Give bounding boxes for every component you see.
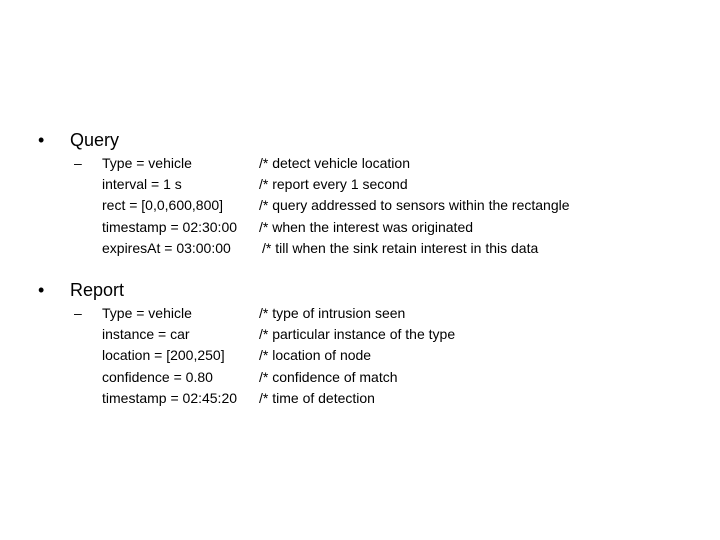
query-line [0, 153, 720, 174]
query-lines [0, 153, 720, 259]
report-line [0, 345, 720, 366]
bullet-icon: • [38, 280, 45, 300]
report-line [0, 303, 720, 324]
dash-icon: – [74, 305, 82, 321]
bullet-icon: • [38, 130, 45, 150]
query-comment: /* detect vehicle location [259, 155, 410, 171]
query-heading: Query [70, 130, 120, 150]
report-bullet-row [0, 278, 720, 302]
query-code: timestamp = 02:30:00 [102, 218, 238, 235]
report-comment: /* location of node [259, 347, 372, 364]
report-code: instance = car [102, 326, 190, 343]
query-line [0, 195, 720, 216]
report-comment: /* particular instance of the type [259, 326, 456, 343]
query-line [0, 217, 720, 238]
report-comment: /* type of intrusion seen [259, 305, 406, 321]
report-line [0, 388, 720, 409]
report-line [0, 324, 720, 345]
dash-icon: – [74, 155, 82, 171]
report-heading: Report [70, 280, 125, 300]
query-line [0, 174, 720, 195]
report-code: Type = vehicle [102, 305, 192, 321]
query-comment: /* when the interest was originated [259, 218, 474, 235]
query-comment: /* query addressed to sensors within the rectangle [259, 197, 570, 214]
report-code: timestamp = 02:45:20 [102, 389, 238, 406]
query-section [0, 128, 720, 259]
report-code: location = [200,250] [102, 347, 225, 364]
query-bullet-row [0, 128, 720, 152]
report-comment: /* time of detection [259, 389, 375, 406]
report-lines [0, 303, 720, 409]
query-code: interval = 1 s [102, 176, 182, 193]
query-comment: /* till when the sink retain interest in this data [262, 239, 539, 256]
query-comment: /* report every 1 second [259, 176, 408, 193]
query-code: Type = vehicle [102, 155, 192, 171]
query-code: expiresAt = 03:00:00 [102, 239, 231, 256]
report-line [0, 367, 720, 388]
query-code: rect = [0,0,600,800] [102, 197, 224, 214]
report-code: confidence = 0.80 [102, 368, 213, 385]
report-comment: /* confidence of match [259, 368, 398, 385]
report-section [0, 278, 720, 409]
query-line [0, 238, 720, 259]
